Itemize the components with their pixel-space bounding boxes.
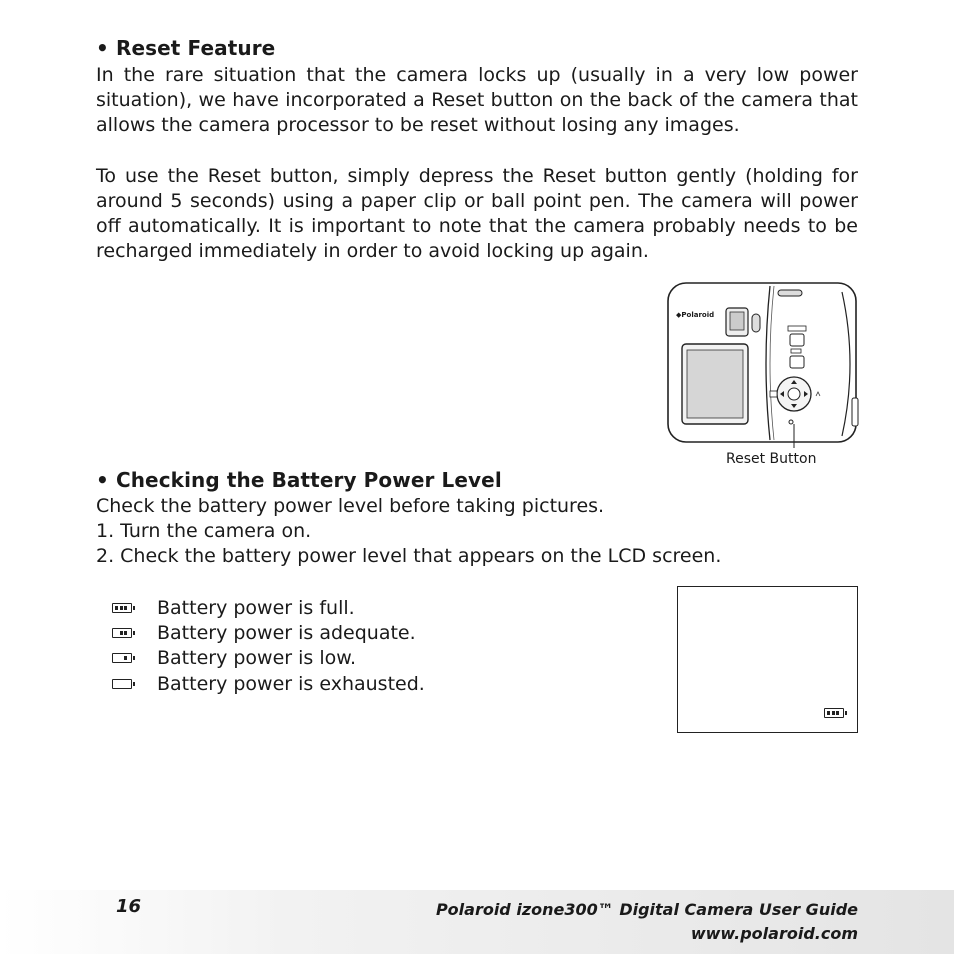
battery-step-1: 1. Turn the camera on. (96, 520, 312, 542)
battery-exhausted-icon (112, 679, 132, 689)
camera-brand-text: Polaroid (681, 311, 715, 319)
battery-level-label: Battery power is adequate. (157, 622, 416, 644)
reset-feature-paragraph-1: In the rare situation that the camera locks up (usually in a very low power situation), we have incorporated a Reset button on the back of the camera that allows the camera processor to be reset without losing any images. (96, 64, 858, 136)
battery-level-heading: • Checking the Battery Power Level (96, 468, 502, 492)
battery-low-icon (112, 653, 132, 663)
camera-back-illustration (666, 280, 860, 450)
battery-level-label: Battery power is low. (157, 647, 357, 669)
battery-adequate-icon (112, 628, 132, 638)
battery-full-icon (112, 603, 132, 613)
battery-intro: Check the battery power level before taking pictures. (96, 495, 605, 517)
camera-brand-logo: ◆Polaroid (676, 311, 715, 319)
battery-step-2: 2. Check the battery power level that appears on the LCD screen. (96, 545, 722, 567)
reset-feature-paragraph-2: To use the Reset button, simply depress the Reset button gently (holding for around 5 seconds) using a paper clip or ball point pen. The camera will power off automatically. It is important to note that the camera probably needs to be recharged immediately in order to avoid locking up again. (96, 165, 858, 262)
reset-feature-heading: • Reset Feature (96, 36, 276, 60)
battery-level-label: Battery power is full. (157, 597, 355, 619)
page-number: 16 (116, 896, 142, 917)
reset-button-caption: Reset Button (726, 451, 817, 467)
lcd-screen-illustration (677, 586, 858, 733)
battery-level-label: Battery power is exhausted. (157, 673, 425, 695)
lcd-battery-full-icon (824, 708, 844, 718)
guide-title: Polaroid izone300™ Digital Camera User Guide (435, 900, 858, 919)
website-link[interactable]: www.polaroid.com (690, 924, 858, 943)
